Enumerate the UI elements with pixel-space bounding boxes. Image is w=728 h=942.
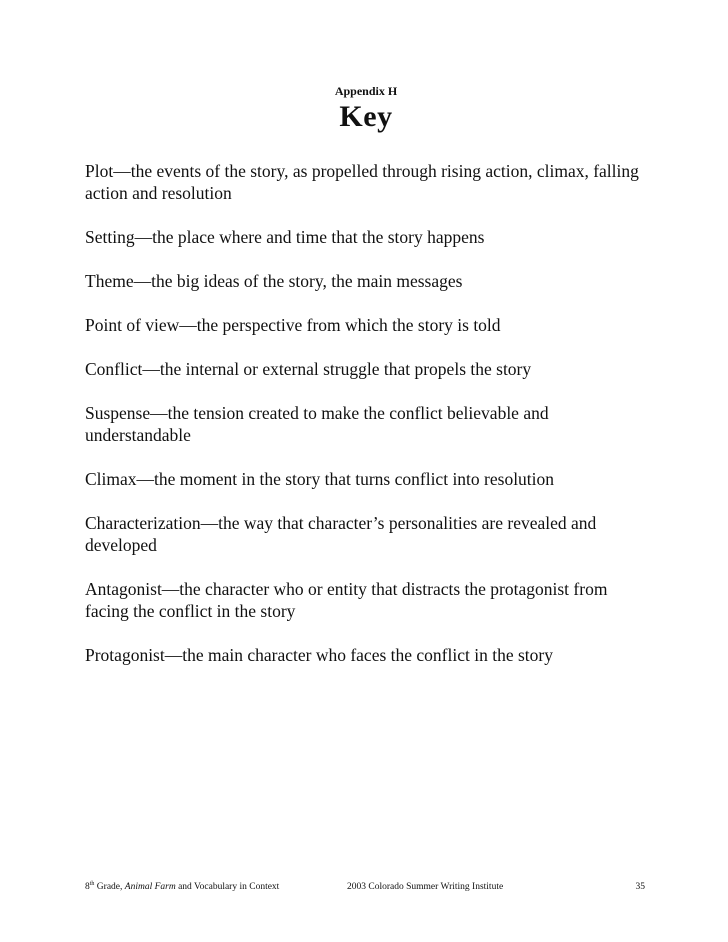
definition-conflict: Conflict—the internal or external struggle that propels the story: [85, 359, 532, 379]
footer-course: [85, 882, 279, 892]
page-title: Key: [339, 100, 393, 133]
page-footer: [85, 882, 645, 896]
footer-grade-suffix: th: [89, 880, 95, 887]
definition-characterization: Characterization—the way that character’s personalities are revealed and developed: [85, 513, 597, 555]
footer-grade-word: Grade,: [94, 882, 125, 892]
definition-plot: Plot—the events of the story, as propelled through rising action, climax, falling action and resolution: [85, 161, 639, 203]
definition-theme: Theme—the big ideas of the story, the main messages: [85, 271, 463, 291]
definition-protagonist: Protagonist—the main character who faces the conflict in the story: [85, 645, 553, 665]
definition-suspense: Suspense—the tension created to make the conflict believable and understandable: [85, 403, 549, 445]
definition-antagonist: Antagonist—the character who or entity that distracts the protagonist from facing the conflict in the story: [85, 579, 608, 621]
footer-grade-number: 8: [85, 882, 90, 892]
definition-climax: Climax—the moment in the story that turns conflict into resolution: [85, 469, 555, 489]
footer-institute: 2003 Colorado Summer Writing Institute: [347, 882, 504, 892]
footer-page-number: 35: [635, 882, 645, 892]
definition-point-of-view: Point of view—the perspective from which the story is told: [85, 315, 501, 335]
appendix-label: Appendix H: [334, 84, 398, 98]
definitions-list: [85, 160, 655, 688]
footer-book-title: Animal Farm: [124, 882, 176, 892]
definition-setting: Setting—the place where and time that the story happens: [85, 227, 485, 247]
footer-course-rest: and Vocabulary in Context: [175, 882, 280, 892]
